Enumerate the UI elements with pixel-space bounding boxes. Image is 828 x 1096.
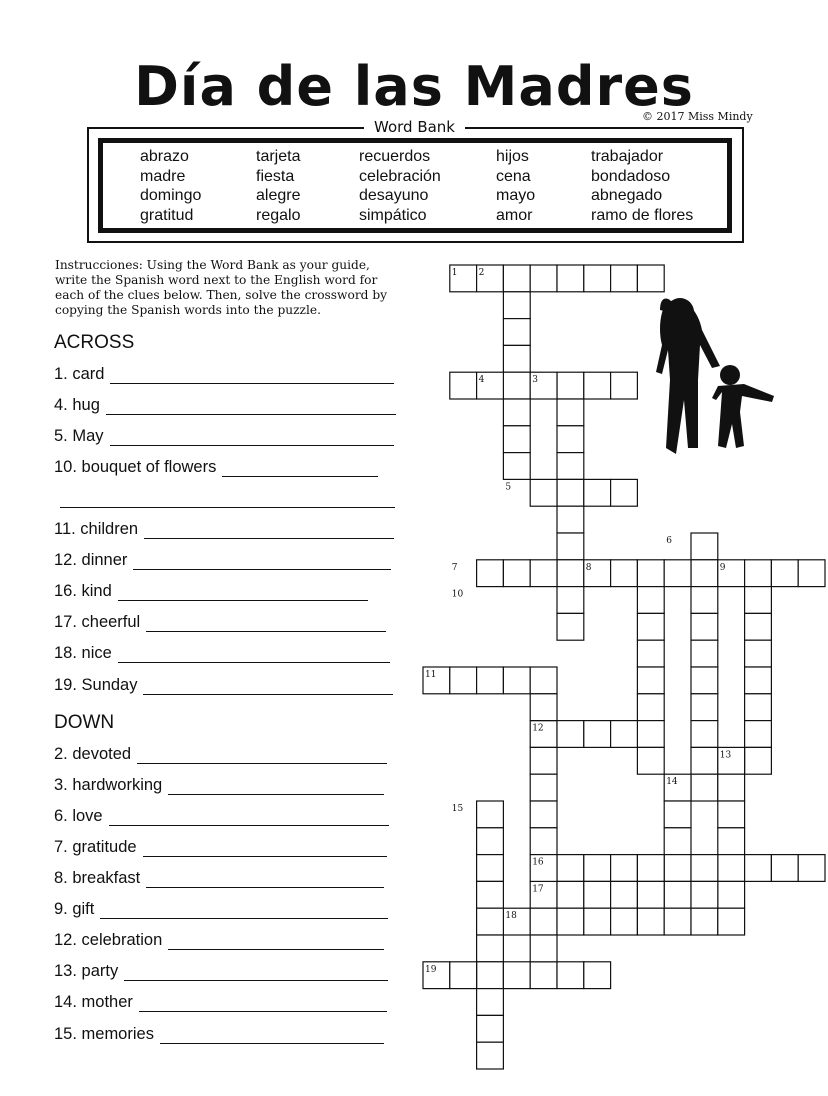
word-bank-word: ramo de flores xyxy=(591,206,694,224)
crossword-cell[interactable] xyxy=(637,667,664,694)
crossword-cell[interactable] xyxy=(557,721,584,748)
clue-label: 15. memories xyxy=(54,1025,154,1043)
word-bank-word: tarjeta xyxy=(256,148,301,165)
crossword-cell[interactable] xyxy=(477,881,504,908)
page-title: Día de las Madres xyxy=(134,55,694,118)
crossword-cell[interactable] xyxy=(503,560,530,587)
crossword-cell[interactable] xyxy=(477,989,504,1016)
grid-number: 11 xyxy=(425,670,437,680)
word-bank-word: domingo xyxy=(140,187,202,205)
clue-label: 2. devoted xyxy=(54,745,132,763)
crossword-cell[interactable] xyxy=(477,801,504,828)
crossword-cell[interactable] xyxy=(691,560,718,587)
word-bank-word: trabajador xyxy=(591,148,664,165)
grid-number: 15 xyxy=(451,804,464,814)
word-bank-word: hijos xyxy=(496,148,529,165)
crossword-cell[interactable] xyxy=(477,962,504,989)
grid-number: 3 xyxy=(532,375,538,386)
crossword-cell[interactable] xyxy=(503,265,530,292)
crossword-cell[interactable] xyxy=(477,560,504,587)
clue-label: 13. party xyxy=(54,962,119,980)
word-bank-word: recuerdos xyxy=(359,148,431,165)
word-bank-word: gratitud xyxy=(140,206,194,224)
crossword-cell[interactable] xyxy=(584,855,611,882)
crossword-cell[interactable] xyxy=(611,265,638,292)
crossword-cell[interactable] xyxy=(718,774,745,801)
grid-number: 5 xyxy=(505,482,512,493)
grid-number: 17 xyxy=(532,884,544,895)
crossword-cell[interactable] xyxy=(611,560,638,587)
crossword-cell[interactable] xyxy=(557,560,584,587)
crossword-cell[interactable] xyxy=(557,372,584,399)
crossword-cell[interactable] xyxy=(664,560,691,587)
crossword-cell[interactable] xyxy=(637,908,664,935)
crossword-cell[interactable] xyxy=(557,962,584,989)
clue-label: 6. love xyxy=(54,807,103,825)
crossword-cell[interactable] xyxy=(637,747,664,774)
crossword-cell[interactable] xyxy=(771,560,798,587)
crossword-cell[interactable] xyxy=(691,667,718,694)
crossword-cell[interactable] xyxy=(637,560,664,587)
crossword-cell[interactable] xyxy=(530,667,557,694)
grid-number: 10 xyxy=(451,589,464,600)
crossword-cell[interactable] xyxy=(503,667,530,694)
crossword-cell[interactable] xyxy=(745,694,772,721)
crossword-cell[interactable] xyxy=(503,426,530,453)
crossword-cell[interactable] xyxy=(477,908,504,935)
crossword-cell[interactable] xyxy=(718,801,745,828)
grid-number: 7 xyxy=(451,562,458,573)
grid-number: 6 xyxy=(666,536,672,546)
crossword-cell[interactable] xyxy=(611,908,638,935)
word-bank-word: amor xyxy=(496,206,533,224)
crossword-cell[interactable] xyxy=(503,345,530,372)
crossword-cell[interactable] xyxy=(530,479,557,506)
crossword-cell[interactable] xyxy=(718,828,745,855)
crossword-cell[interactable] xyxy=(557,426,584,453)
crossword-cell[interactable] xyxy=(745,721,772,748)
crossword-cell[interactable] xyxy=(637,881,664,908)
crossword-cell[interactable] xyxy=(691,908,718,935)
clue-label: 14. mother xyxy=(54,993,133,1011)
instructions-text: Instrucciones: Using the Word Bank as your guide, write the Spanish word next to the English word for each of the clues below. Then, solve the crossword by copying the Spanish words into the puzzle. xyxy=(55,258,388,317)
word-bank-label: Word Bank xyxy=(364,118,465,136)
crossword-cell[interactable] xyxy=(557,453,584,480)
grid-number: 2 xyxy=(478,268,485,278)
crossword-cell[interactable] xyxy=(530,694,557,721)
word-bank-word: madre xyxy=(140,167,186,185)
clue-label: 19. Sunday xyxy=(54,676,138,694)
clue-label: 7. gratitude xyxy=(54,838,137,856)
grid-number: 16 xyxy=(532,857,544,868)
crossword-cell[interactable] xyxy=(557,265,584,292)
crossword-cell[interactable] xyxy=(530,962,557,989)
word-bank-word: desayuno xyxy=(359,187,429,205)
crossword-cell[interactable] xyxy=(611,372,638,399)
crossword-cell[interactable] xyxy=(745,747,772,774)
grid-number: 19 xyxy=(425,964,437,975)
crossword-cell[interactable] xyxy=(557,399,584,426)
crossword-cell[interactable] xyxy=(664,881,691,908)
crossword-cell[interactable] xyxy=(584,908,611,935)
crossword-cell[interactable] xyxy=(477,828,504,855)
word-bank-word: celebración xyxy=(359,167,441,185)
crossword-cell[interactable] xyxy=(530,774,557,801)
clue-label: 9. gift xyxy=(54,900,95,918)
crossword-cell[interactable] xyxy=(450,667,477,694)
crossword-cell[interactable] xyxy=(771,855,798,882)
crossword-cell[interactable] xyxy=(584,721,611,748)
copyright-text: © 2017 Miss Mindy xyxy=(642,110,753,123)
crossword-cell[interactable] xyxy=(637,721,664,748)
crossword-cell[interactable] xyxy=(664,828,691,855)
crossword-cell[interactable] xyxy=(691,613,718,640)
crossword-cell[interactable] xyxy=(503,399,530,426)
word-bank-word: abnegado xyxy=(591,187,663,205)
crossword-cell[interactable] xyxy=(477,1015,504,1042)
crossword-cell[interactable] xyxy=(557,506,584,533)
crossword-cell[interactable] xyxy=(691,774,718,801)
crossword-cell[interactable] xyxy=(745,560,772,587)
grid-number: 9 xyxy=(719,562,726,573)
crossword-cell[interactable] xyxy=(477,935,504,962)
crossword-cell[interactable] xyxy=(637,613,664,640)
word-bank-word: bondadoso xyxy=(591,167,671,185)
word-bank-word: simpático xyxy=(359,206,427,224)
clue-label: 1. card xyxy=(54,365,105,383)
crossword-cell[interactable] xyxy=(691,640,718,667)
crossword-cell[interactable] xyxy=(611,721,638,748)
crossword-cell[interactable] xyxy=(557,533,584,560)
word-bank-word: mayo xyxy=(496,187,536,205)
crossword-cell[interactable] xyxy=(611,855,638,882)
crossword-cell[interactable] xyxy=(637,587,664,614)
clue-label: 5. May xyxy=(54,427,104,445)
grid-number: 12 xyxy=(532,723,544,734)
down-heading: DOWN xyxy=(54,712,115,733)
crossword-cell[interactable] xyxy=(718,855,745,882)
clue-label: 12. celebration xyxy=(54,931,163,949)
crossword-cell[interactable] xyxy=(637,265,664,292)
crossword-cell[interactable] xyxy=(745,587,772,614)
clue-label: 3. hardworking xyxy=(54,776,163,794)
crossword-cell[interactable] xyxy=(584,881,611,908)
grid-number: 14 xyxy=(666,777,678,788)
crossword-cell[interactable] xyxy=(450,962,477,989)
crossword-cell[interactable] xyxy=(477,1042,504,1069)
clue-label: 10. bouquet of flowers xyxy=(54,458,217,476)
crossword-cell[interactable] xyxy=(745,667,772,694)
word-bank-word: abrazo xyxy=(140,148,189,165)
crossword-cell[interactable] xyxy=(691,855,718,882)
crossword-cell[interactable] xyxy=(718,908,745,935)
clue-label: 16. kind xyxy=(54,582,112,600)
crossword-cell[interactable] xyxy=(530,908,557,935)
crossword-cell[interactable] xyxy=(798,560,825,587)
crossword-cell[interactable] xyxy=(691,721,718,748)
crossword-cell[interactable] xyxy=(584,265,611,292)
word-bank-word: cena xyxy=(496,167,531,185)
crossword-cell[interactable] xyxy=(611,479,638,506)
word-bank-word: regalo xyxy=(256,206,301,224)
crossword-cell[interactable] xyxy=(557,613,584,640)
mother-child-silhouette-icon xyxy=(656,298,774,454)
grid-number: 4 xyxy=(478,375,485,386)
across-heading: ACROSS xyxy=(54,332,135,353)
crossword-cell[interactable] xyxy=(745,613,772,640)
crossword-cell[interactable] xyxy=(530,801,557,828)
crossword-cell[interactable] xyxy=(584,479,611,506)
crossword-cell[interactable] xyxy=(745,640,772,667)
crossword-cell[interactable] xyxy=(503,319,530,346)
crossword-cell[interactable] xyxy=(664,855,691,882)
crossword-cell[interactable] xyxy=(503,453,530,480)
crossword-cell[interactable] xyxy=(477,855,504,882)
crossword-cell[interactable] xyxy=(557,587,584,614)
crossword-cell[interactable] xyxy=(691,881,718,908)
crossword-cell[interactable] xyxy=(637,640,664,667)
grid-number: 1 xyxy=(451,268,458,278)
crossword-cell[interactable] xyxy=(611,881,638,908)
crossword-cell[interactable] xyxy=(691,533,718,560)
crossword-cell[interactable] xyxy=(718,881,745,908)
crossword-cell[interactable] xyxy=(637,855,664,882)
crossword-cell[interactable] xyxy=(557,855,584,882)
crossword-cell[interactable] xyxy=(530,935,557,962)
crossword-cell[interactable] xyxy=(557,908,584,935)
crossword-cell[interactable] xyxy=(503,292,530,319)
crossword-cell[interactable] xyxy=(530,828,557,855)
crossword-cell[interactable] xyxy=(637,694,664,721)
crossword-cell[interactable] xyxy=(503,962,530,989)
crossword-cell[interactable] xyxy=(477,667,504,694)
crossword-cell[interactable] xyxy=(798,855,825,882)
clue-label: 17. cheerful xyxy=(54,613,141,631)
crossword-cell[interactable] xyxy=(691,694,718,721)
crossword-cell[interactable] xyxy=(664,908,691,935)
crossword-cell[interactable] xyxy=(530,747,557,774)
crossword-cell[interactable] xyxy=(584,372,611,399)
grid-number: 13 xyxy=(719,750,732,761)
crossword-cell[interactable] xyxy=(557,479,584,506)
clue-label: 8. breakfast xyxy=(54,869,141,887)
crossword-cell[interactable] xyxy=(691,747,718,774)
crossword-cell[interactable] xyxy=(584,962,611,989)
clue-label: 18. nice xyxy=(54,644,112,662)
word-bank-word: fiesta xyxy=(256,167,295,185)
clue-label: 12. dinner xyxy=(54,551,128,569)
grid-number: 18 xyxy=(505,911,517,922)
grid-number: 8 xyxy=(585,562,592,573)
crossword-cell[interactable] xyxy=(503,372,530,399)
crossword-cell[interactable] xyxy=(450,372,477,399)
crossword-cell[interactable] xyxy=(691,587,718,614)
crossword-cell[interactable] xyxy=(530,265,557,292)
crossword-cell[interactable] xyxy=(664,801,691,828)
clue-label: 4. hug xyxy=(54,396,100,414)
crossword-cell[interactable] xyxy=(557,881,584,908)
word-bank-word: alegre xyxy=(256,187,301,205)
clue-label: 11. children xyxy=(54,520,139,538)
crossword-cell[interactable] xyxy=(745,855,772,882)
crossword-cell[interactable] xyxy=(530,560,557,587)
